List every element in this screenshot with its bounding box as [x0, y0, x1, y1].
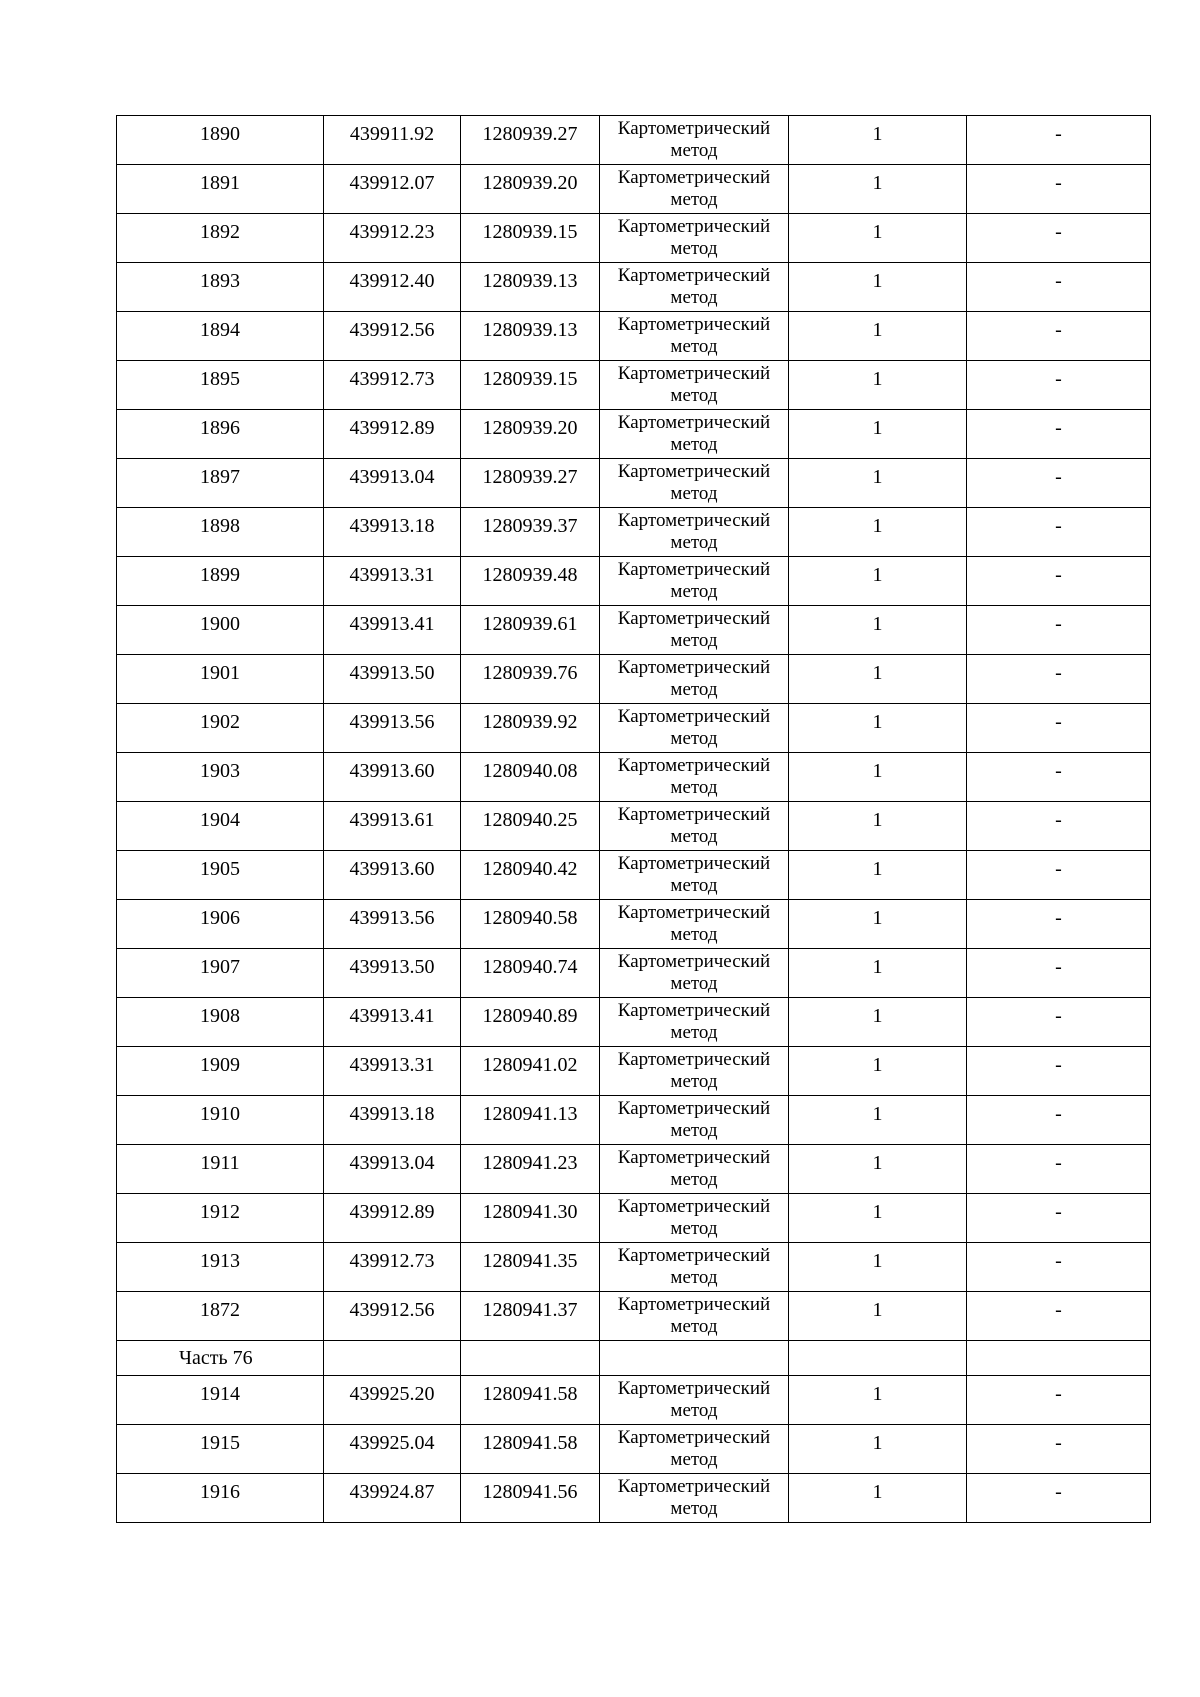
method-cell: [600, 851, 789, 900]
method-line-2: метод: [670, 483, 718, 504]
table-row: [117, 263, 1151, 312]
note-cell: -: [967, 1194, 1151, 1243]
y-coordinate-cell: 1280939.37: [461, 508, 600, 557]
table-body-part-76: [117, 1376, 1151, 1523]
method-cell: [600, 459, 789, 508]
accuracy-cell: 1: [789, 704, 967, 753]
note-cell: -: [967, 116, 1151, 165]
point-number-cell: 1909: [117, 1047, 324, 1096]
table-row: [117, 1425, 1151, 1474]
table-row: [117, 1474, 1151, 1523]
x-coordinate-cell: 439913.60: [324, 753, 461, 802]
method-cell: [600, 1292, 789, 1341]
accuracy-cell: 1: [789, 1096, 967, 1145]
method-line-1: Картометрический: [617, 1098, 771, 1119]
table-row: [117, 410, 1151, 459]
table-row: [117, 312, 1151, 361]
method-cell: [600, 606, 789, 655]
table-row: [117, 1376, 1151, 1425]
method-line-1: Картометрический: [617, 1196, 771, 1217]
point-number-cell: 1910: [117, 1096, 324, 1145]
accuracy-cell: 1: [789, 557, 967, 606]
point-number-cell: 1893: [117, 263, 324, 312]
method-line-1: Картометрический: [617, 1049, 771, 1070]
accuracy-cell: 1: [789, 116, 967, 165]
accuracy-cell: 1: [789, 410, 967, 459]
method-line-2: метод: [670, 973, 718, 994]
y-coordinate-cell: 1280940.74: [461, 949, 600, 998]
accuracy-cell: 1: [789, 900, 967, 949]
y-coordinate-cell: 1280939.76: [461, 655, 600, 704]
method-line-2: метод: [670, 1449, 718, 1470]
point-number-cell: 1892: [117, 214, 324, 263]
table-row: [117, 1145, 1151, 1194]
method-line-1: Картометрический: [617, 461, 771, 482]
table-row: [117, 1292, 1151, 1341]
method-cell: [600, 900, 789, 949]
table-row: [117, 802, 1151, 851]
method-line-2: метод: [670, 238, 718, 259]
table-row: [117, 214, 1151, 263]
method-cell: [600, 361, 789, 410]
method-line-2: метод: [670, 728, 718, 749]
table-row: [117, 116, 1151, 165]
method-line-2: метод: [670, 1400, 718, 1421]
accuracy-cell: 1: [789, 1376, 967, 1425]
method-line-1: Картометрический: [617, 314, 771, 335]
method-line-2: метод: [670, 189, 718, 210]
y-coordinate-cell: 1280941.56: [461, 1474, 600, 1523]
point-number-cell: 1894: [117, 312, 324, 361]
accuracy-cell: 1: [789, 851, 967, 900]
method-line-1: Картометрический: [617, 706, 771, 727]
y-coordinate-cell: 1280941.37: [461, 1292, 600, 1341]
accuracy-cell: 1: [789, 606, 967, 655]
note-cell: -: [967, 606, 1151, 655]
method-cell: [600, 998, 789, 1047]
method-cell: [600, 410, 789, 459]
note-cell: -: [967, 851, 1151, 900]
method-line-2: метод: [670, 1022, 718, 1043]
method-line-2: метод: [670, 532, 718, 553]
y-coordinate-cell: 1280939.27: [461, 459, 600, 508]
empty-cell: [461, 1341, 600, 1376]
method-line-2: метод: [670, 1267, 718, 1288]
method-line-1: Картометрический: [617, 1245, 771, 1266]
method-line-1: Картометрический: [617, 1294, 771, 1315]
x-coordinate-cell: 439925.20: [324, 1376, 461, 1425]
method-line-1: Картометрический: [617, 902, 771, 923]
method-line-1: Картометрический: [617, 265, 771, 286]
y-coordinate-cell: 1280940.08: [461, 753, 600, 802]
method-cell: [600, 1047, 789, 1096]
x-coordinate-cell: 439912.56: [324, 1292, 461, 1341]
point-number-cell: 1911: [117, 1145, 324, 1194]
note-cell: -: [967, 1145, 1151, 1194]
method-line-1: Картометрический: [617, 1000, 771, 1021]
method-cell: [600, 753, 789, 802]
method-line-1: Картометрический: [617, 1427, 771, 1448]
y-coordinate-cell: 1280939.13: [461, 312, 600, 361]
table-row: [117, 949, 1151, 998]
table-row: [117, 998, 1151, 1047]
accuracy-cell: 1: [789, 802, 967, 851]
x-coordinate-cell: 439913.50: [324, 949, 461, 998]
point-number-cell: 1903: [117, 753, 324, 802]
method-cell: [600, 1096, 789, 1145]
y-coordinate-cell: 1280940.42: [461, 851, 600, 900]
note-cell: -: [967, 263, 1151, 312]
table-body-part-75: [117, 116, 1151, 1341]
method-line-2: метод: [670, 336, 718, 357]
coordinates-table: [116, 115, 1151, 1523]
x-coordinate-cell: 439913.56: [324, 900, 461, 949]
method-cell: [600, 263, 789, 312]
y-coordinate-cell: 1280939.48: [461, 557, 600, 606]
method-line-1: Картометрический: [617, 755, 771, 776]
method-cell: [600, 949, 789, 998]
y-coordinate-cell: 1280939.20: [461, 410, 600, 459]
method-cell: [600, 1243, 789, 1292]
note-cell: -: [967, 459, 1151, 508]
method-line-2: метод: [670, 1498, 718, 1519]
method-line-1: Картометрический: [617, 608, 771, 629]
method-line-2: метод: [670, 287, 718, 308]
y-coordinate-cell: 1280941.58: [461, 1425, 600, 1474]
method-line-1: Картометрический: [617, 853, 771, 874]
method-cell: [600, 214, 789, 263]
point-number-cell: 1907: [117, 949, 324, 998]
note-cell: -: [967, 704, 1151, 753]
method-line-1: Картометрический: [617, 804, 771, 825]
x-coordinate-cell: 439913.04: [324, 459, 461, 508]
accuracy-cell: 1: [789, 1243, 967, 1292]
method-line-1: Картометрический: [617, 412, 771, 433]
point-number-cell: 1914: [117, 1376, 324, 1425]
x-coordinate-cell: 439912.56: [324, 312, 461, 361]
note-cell: -: [967, 1376, 1151, 1425]
x-coordinate-cell: 439912.40: [324, 263, 461, 312]
accuracy-cell: 1: [789, 1474, 967, 1523]
accuracy-cell: 1: [789, 1145, 967, 1194]
method-line-1: Картометрический: [617, 118, 771, 139]
table-row: [117, 753, 1151, 802]
accuracy-cell: 1: [789, 1047, 967, 1096]
y-coordinate-cell: 1280939.20: [461, 165, 600, 214]
method-cell: [600, 165, 789, 214]
y-coordinate-cell: 1280939.15: [461, 214, 600, 263]
accuracy-cell: 1: [789, 361, 967, 410]
method-line-2: метод: [670, 1169, 718, 1190]
note-cell: -: [967, 998, 1151, 1047]
note-cell: -: [967, 1096, 1151, 1145]
x-coordinate-cell: 439913.41: [324, 998, 461, 1047]
method-cell: [600, 802, 789, 851]
accuracy-cell: 1: [789, 998, 967, 1047]
y-coordinate-cell: 1280940.58: [461, 900, 600, 949]
method-cell: [600, 655, 789, 704]
y-coordinate-cell: 1280941.30: [461, 1194, 600, 1243]
method-line-2: метод: [670, 630, 718, 651]
point-number-cell: 1895: [117, 361, 324, 410]
point-number-cell: 1891: [117, 165, 324, 214]
method-line-1: Картометрический: [617, 363, 771, 384]
method-line-2: метод: [670, 1218, 718, 1239]
point-number-cell: 1899: [117, 557, 324, 606]
section-row: [117, 1341, 1151, 1376]
point-number-cell: 1901: [117, 655, 324, 704]
point-number-cell: 1915: [117, 1425, 324, 1474]
note-cell: -: [967, 165, 1151, 214]
note-cell: -: [967, 557, 1151, 606]
method-line-1: Картометрический: [617, 1147, 771, 1168]
y-coordinate-cell: 1280940.25: [461, 802, 600, 851]
method-line-1: Картометрический: [617, 657, 771, 678]
method-line-2: метод: [670, 581, 718, 602]
point-number-cell: 1900: [117, 606, 324, 655]
empty-cell: [324, 1341, 461, 1376]
x-coordinate-cell: 439925.04: [324, 1425, 461, 1474]
method-line-1: Картометрический: [617, 1476, 771, 1497]
method-line-2: метод: [670, 385, 718, 406]
y-coordinate-cell: 1280941.02: [461, 1047, 600, 1096]
table-row: [117, 1047, 1151, 1096]
note-cell: -: [967, 900, 1151, 949]
table-row: [117, 851, 1151, 900]
empty-cell: [600, 1341, 789, 1376]
note-cell: -: [967, 655, 1151, 704]
x-coordinate-cell: 439913.61: [324, 802, 461, 851]
accuracy-cell: 1: [789, 753, 967, 802]
method-cell: [600, 557, 789, 606]
method-line-1: Картометрический: [617, 1378, 771, 1399]
accuracy-cell: 1: [789, 165, 967, 214]
empty-cell: [789, 1341, 967, 1376]
note-cell: -: [967, 949, 1151, 998]
table-row: [117, 704, 1151, 753]
table-row: [117, 557, 1151, 606]
table-row: [117, 1096, 1151, 1145]
method-line-1: Картометрический: [617, 951, 771, 972]
x-coordinate-cell: 439913.56: [324, 704, 461, 753]
empty-cell: [967, 1341, 1151, 1376]
x-coordinate-cell: 439913.60: [324, 851, 461, 900]
point-number-cell: 1906: [117, 900, 324, 949]
table-row: [117, 459, 1151, 508]
point-number-cell: 1912: [117, 1194, 324, 1243]
method-line-2: метод: [670, 826, 718, 847]
x-coordinate-cell: 439912.23: [324, 214, 461, 263]
table-row: [117, 1243, 1151, 1292]
point-number-cell: 1890: [117, 116, 324, 165]
x-coordinate-cell: 439912.89: [324, 410, 461, 459]
accuracy-cell: 1: [789, 949, 967, 998]
y-coordinate-cell: 1280939.27: [461, 116, 600, 165]
point-number-cell: 1916: [117, 1474, 324, 1523]
x-coordinate-cell: 439911.92: [324, 116, 461, 165]
x-coordinate-cell: 439913.18: [324, 1096, 461, 1145]
note-cell: -: [967, 361, 1151, 410]
point-number-cell: 1904: [117, 802, 324, 851]
y-coordinate-cell: 1280939.92: [461, 704, 600, 753]
method-line-1: Картометрический: [617, 216, 771, 237]
method-line-2: метод: [670, 1120, 718, 1141]
table-row: [117, 606, 1151, 655]
accuracy-cell: 1: [789, 1194, 967, 1243]
x-coordinate-cell: 439913.04: [324, 1145, 461, 1194]
y-coordinate-cell: 1280941.23: [461, 1145, 600, 1194]
point-number-cell: 1896: [117, 410, 324, 459]
point-number-cell: 1905: [117, 851, 324, 900]
method-line-1: Картометрический: [617, 559, 771, 580]
note-cell: -: [967, 410, 1151, 459]
note-cell: -: [967, 1243, 1151, 1292]
point-number-cell: 1872: [117, 1292, 324, 1341]
note-cell: -: [967, 1474, 1151, 1523]
method-line-1: Картометрический: [617, 167, 771, 188]
x-coordinate-cell: 439924.87: [324, 1474, 461, 1523]
accuracy-cell: 1: [789, 655, 967, 704]
x-coordinate-cell: 439912.73: [324, 361, 461, 410]
table-row: [117, 1194, 1151, 1243]
x-coordinate-cell: 439913.31: [324, 1047, 461, 1096]
point-number-cell: 1898: [117, 508, 324, 557]
y-coordinate-cell: 1280941.13: [461, 1096, 600, 1145]
point-number-cell: 1913: [117, 1243, 324, 1292]
accuracy-cell: 1: [789, 263, 967, 312]
accuracy-cell: 1: [789, 508, 967, 557]
table-row: [117, 361, 1151, 410]
note-cell: -: [967, 1047, 1151, 1096]
method-cell: [600, 508, 789, 557]
method-cell: [600, 704, 789, 753]
accuracy-cell: 1: [789, 1425, 967, 1474]
method-cell: [600, 116, 789, 165]
y-coordinate-cell: 1280939.15: [461, 361, 600, 410]
method-line-2: метод: [670, 777, 718, 798]
point-number-cell: 1902: [117, 704, 324, 753]
note-cell: -: [967, 508, 1151, 557]
x-coordinate-cell: 439912.89: [324, 1194, 461, 1243]
method-cell: [600, 1145, 789, 1194]
note-cell: -: [967, 802, 1151, 851]
method-line-2: метод: [670, 924, 718, 945]
x-coordinate-cell: 439913.18: [324, 508, 461, 557]
accuracy-cell: 1: [789, 459, 967, 508]
method-line-2: метод: [670, 140, 718, 161]
y-coordinate-cell: 1280939.61: [461, 606, 600, 655]
accuracy-cell: 1: [789, 1292, 967, 1341]
x-coordinate-cell: 439912.73: [324, 1243, 461, 1292]
note-cell: -: [967, 214, 1151, 263]
x-coordinate-cell: 439913.31: [324, 557, 461, 606]
note-cell: -: [967, 753, 1151, 802]
method-line-2: метод: [670, 679, 718, 700]
note-cell: -: [967, 312, 1151, 361]
section-label: Часть 76: [117, 1341, 324, 1376]
method-cell: [600, 1425, 789, 1474]
accuracy-cell: 1: [789, 312, 967, 361]
x-coordinate-cell: 439913.41: [324, 606, 461, 655]
y-coordinate-cell: 1280941.58: [461, 1376, 600, 1425]
x-coordinate-cell: 439913.50: [324, 655, 461, 704]
y-coordinate-cell: 1280941.35: [461, 1243, 600, 1292]
method-cell: [600, 1376, 789, 1425]
y-coordinate-cell: 1280940.89: [461, 998, 600, 1047]
table-row: [117, 165, 1151, 214]
x-coordinate-cell: 439912.07: [324, 165, 461, 214]
note-cell: -: [967, 1425, 1151, 1474]
table-row: [117, 508, 1151, 557]
method-cell: [600, 312, 789, 361]
note-cell: -: [967, 1292, 1151, 1341]
method-cell: [600, 1474, 789, 1523]
method-cell: [600, 1194, 789, 1243]
table-row: [117, 655, 1151, 704]
table-row: [117, 900, 1151, 949]
table-section-header: [117, 1341, 1151, 1376]
method-line-2: метод: [670, 1316, 718, 1337]
point-number-cell: 1897: [117, 459, 324, 508]
method-line-2: метод: [670, 875, 718, 896]
method-line-2: метод: [670, 1071, 718, 1092]
accuracy-cell: 1: [789, 214, 967, 263]
method-line-1: Картометрический: [617, 510, 771, 531]
y-coordinate-cell: 1280939.13: [461, 263, 600, 312]
point-number-cell: 1908: [117, 998, 324, 1047]
method-line-2: метод: [670, 434, 718, 455]
